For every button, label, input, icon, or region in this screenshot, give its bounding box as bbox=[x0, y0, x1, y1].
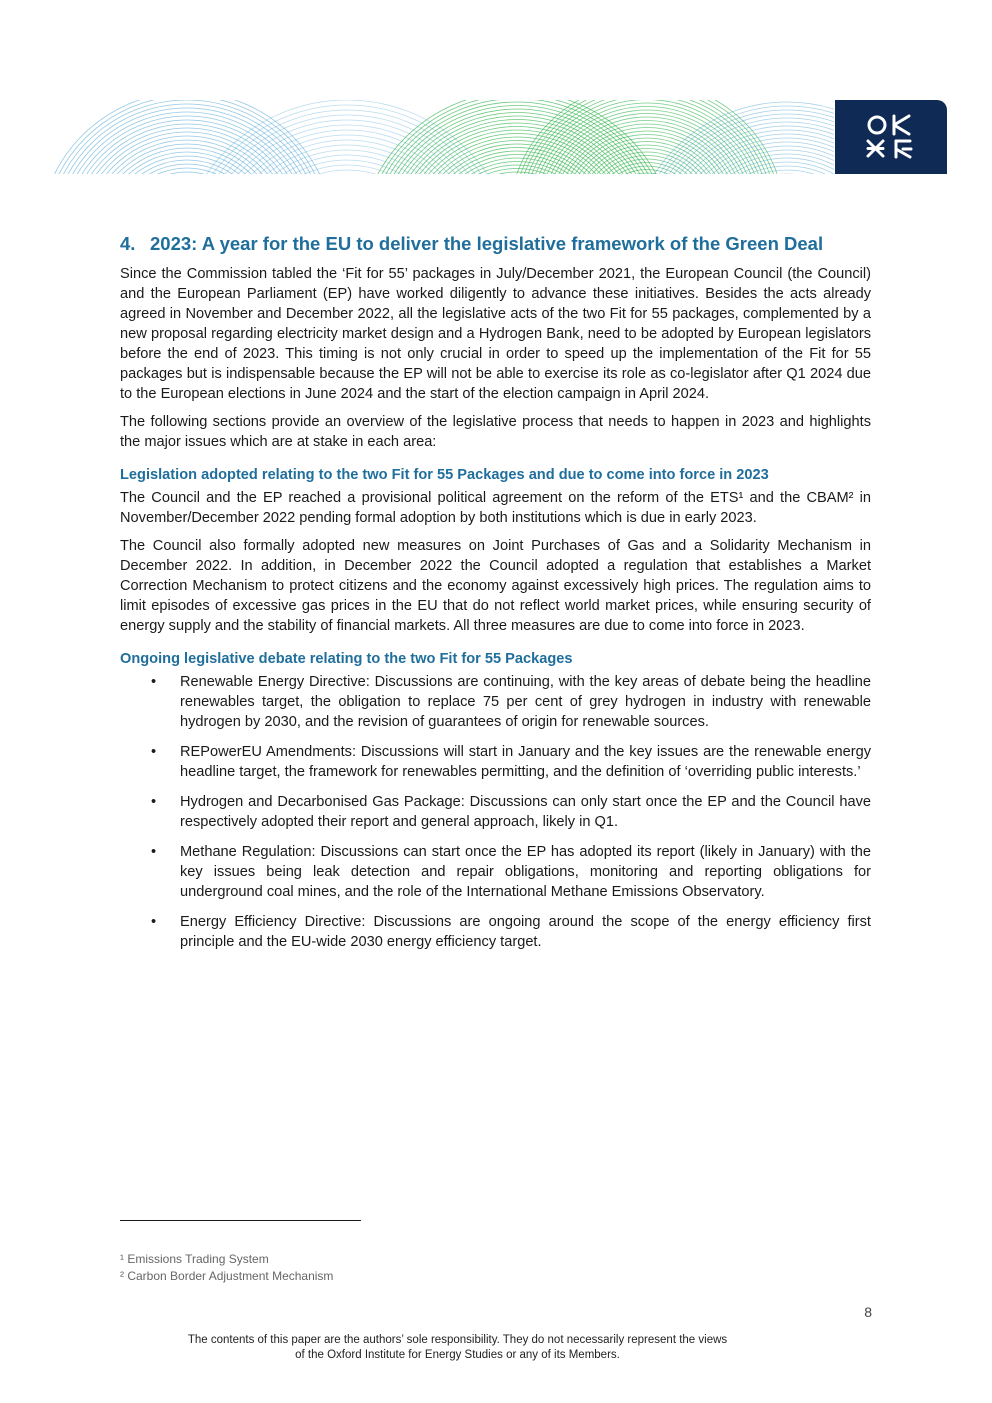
bullet-icon: • bbox=[151, 674, 157, 690]
bullet-icon: • bbox=[151, 914, 157, 930]
ongoing-debate-heading: Ongoing legislative debate relating to the two Fit for 55 Packages bbox=[120, 651, 573, 667]
list-item bbox=[151, 912, 871, 952]
footnote-1: ¹ Emissions Trading System bbox=[120, 1252, 269, 1266]
header-banner bbox=[47, 100, 947, 174]
list-item-text: Methane Regulation: Discussions can start once the EP has adopted its report (likely in January) with the key issues being leak detection and repair obligations, monitoring and reporting obligations for underground coal mines, and the role of the International Methane Emissions Observatory. bbox=[180, 844, 871, 900]
list-item-text: REPowerEU Amendments: Discussions will start in January and the key issues are the renewable energy headline target, the framework for renewables permitting, and the definition of ‘overriding public interests.’ bbox=[180, 744, 871, 780]
ongoing-debate-list bbox=[120, 672, 871, 952]
banner-wave-graphic bbox=[47, 100, 834, 174]
adopted-paragraph-measures: The Council also formally adopted new measures on Joint Purchases of Gas and a Solidarity Mechanism in December 2022. In addition, in December 2022 the Council adopted a regulation that establishes a Market Correction Mechanism to protect citizens and the economy against excessively high prices. The regulation aims to limit episodes of excessive gas prices in the EU that do not reflect world market prices, while ensuring security of energy supply and the stability of financial markets. All three measures are due to come into force in 2023. bbox=[120, 538, 871, 634]
bullet-icon: • bbox=[151, 744, 157, 760]
list-item bbox=[151, 672, 871, 732]
page-number: 8 bbox=[864, 1304, 872, 1320]
disclaimer-line-1: The contents of this paper are the authors’ sole responsibility. They do not necessarily represent the views bbox=[187, 1334, 728, 1346]
bullet-icon: • bbox=[151, 794, 157, 810]
adopted-legislation-heading: Legislation adopted relating to the two Fit for 55 Packages and due to come into force in 2023 bbox=[120, 467, 769, 483]
section-heading bbox=[120, 232, 871, 255]
intro-paragraph: Since the Commission tabled the ‘Fit for 55’ packages in July/December 2021, the European Council (the Council) and the European Parliament (EP) have worked diligently to advance these initiatives. Besides the acts already agreed in November and December 2022, all the legislative acts of the two Fit for 55 packages, complemented by a new proposal regarding electricity market design and a Hydrogen Bank, need to be adopted by European legislators before the end of 2023. This timing is not only crucial in order to speed up the implementation of the Fit for 55 packages but is indispensable because the EP will not be able to exercise its role as co-legislator after Q1 2024 due to the European elections in June 2024 and the start of the election campaign in April 2024. bbox=[120, 266, 871, 402]
footnote-divider bbox=[120, 1220, 361, 1221]
main-content bbox=[120, 232, 871, 962]
list-item-text: Renewable Energy Directive: Discussions are continuing, with the key areas of debate being the headline renewables target, the obligation to replace 75 per cent of grey hydrogen in industry with renewable hydrogen by 2030, and the revision of guarantees of origin for renewable sources. bbox=[180, 674, 871, 730]
list-item bbox=[151, 792, 871, 832]
list-item bbox=[151, 842, 871, 902]
disclaimer-line-2: of the Oxford Institute for Energy Studies or any of its Members. bbox=[295, 1349, 620, 1361]
list-item bbox=[151, 742, 871, 782]
bullet-icon: • bbox=[151, 844, 157, 860]
list-item-text: Energy Efficiency Directive: Discussions are ongoing around the scope of the energy efficiency first principle and the EU-wide 2030 energy efficiency target. bbox=[180, 914, 871, 950]
oies-logo bbox=[835, 100, 947, 174]
overview-paragraph: The following sections provide an overview of the legislative process that needs to happen in 2023 and highlights the major issues which are at stake in each area: bbox=[120, 414, 871, 450]
section-number: 4. bbox=[120, 233, 136, 254]
footnote-2: ² Carbon Border Adjustment Mechanism bbox=[120, 1269, 334, 1283]
list-item-text: Hydrogen and Decarbonised Gas Package: Discussions can only start once the EP and the Council have respectively adopted their report and general approach, likely in Q1. bbox=[180, 794, 871, 830]
adopted-paragraph-ets: The Council and the EP reached a provisional political agreement on the reform of the ETS¹ and the CBAM² in November/December 2022 pending formal adoption by both institutions which is due in early 2023. bbox=[120, 490, 871, 526]
disclaimer bbox=[120, 1333, 795, 1363]
section-title: 2023: A year for the EU to deliver the legislative framework of the Green Deal bbox=[150, 233, 824, 254]
footnotes bbox=[120, 1251, 333, 1285]
oies-logo-icon bbox=[863, 111, 919, 163]
